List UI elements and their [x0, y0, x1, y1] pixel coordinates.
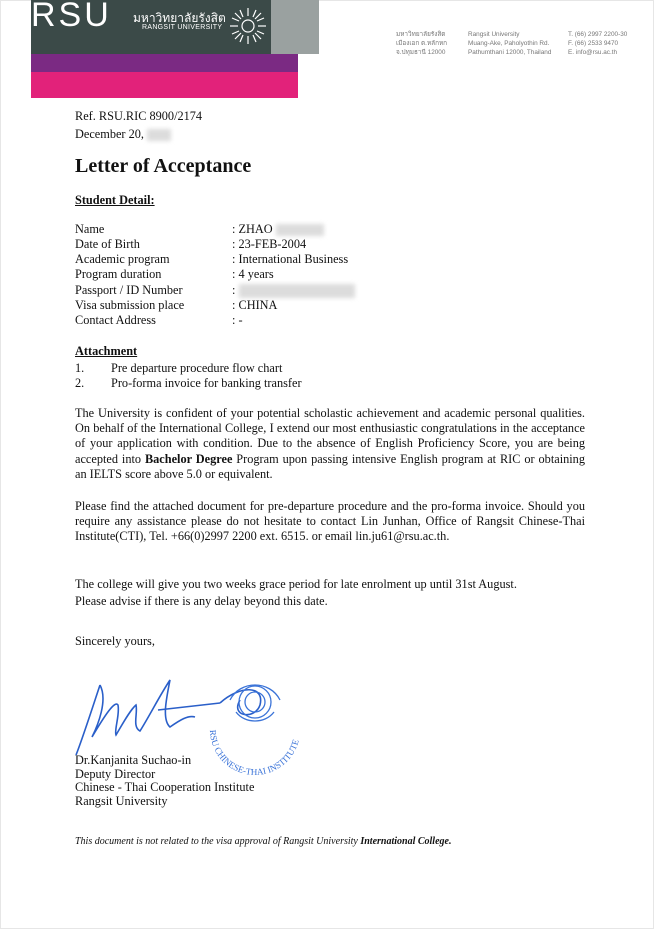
detail-value-visa-place: : CHINA — [232, 298, 278, 312]
university-sun-logo-icon — [228, 6, 268, 50]
attachment-item-2: Pro-forma invoice for banking transfer — [111, 376, 302, 390]
contact-info: T. (66) 2997 2200-30 F. (66) 2533 9470 E. info@rsu.ac.th — [568, 31, 628, 56]
redacted-name — [276, 224, 324, 236]
redacted-passport — [239, 284, 355, 298]
paragraph-grace-period-line1: The college will give you two weeks grace period for late enrolment up until 31st August. — [75, 577, 517, 591]
letter-date: December 20, — [75, 127, 171, 142]
detail-label-dob: Date of Birth — [75, 237, 140, 251]
stamp-text: RSU CHINESE-THAI INSTITUTE — [207, 729, 301, 778]
rsu-logo-text: RSU — [31, 0, 112, 34]
detail-value-passport: : — [232, 283, 355, 298]
paragraph-grace-period-line2: Please advise if there is any delay beyond this date. — [75, 594, 328, 608]
signatory-university: Rangsit University — [75, 794, 168, 808]
signatory-institute: Chinese - Thai Cooperation Institute — [75, 780, 255, 794]
svg-text:RSU CHINESE-THAI INSTITUTE — [208, 729, 301, 777]
attachment-heading: Attachment — [75, 344, 138, 358]
attachment-num-2: 2. — [75, 376, 85, 390]
detail-value-dob: : 23-FEB-2004 — [232, 237, 307, 251]
university-english-name: RANGSIT UNIVERSITY — [142, 24, 223, 31]
header-banner-pink — [31, 72, 298, 98]
address-thai: มหาวิทยาลัยรังสิต เมืองเอก ต.หลักหก จ.ปทุมธานี 12000 — [396, 31, 448, 56]
header-banner-gray — [271, 0, 319, 54]
detail-value-program: : International Business — [232, 252, 349, 266]
detail-label-passport: Passport / ID Number — [75, 283, 183, 297]
signatory-name: Dr.Kanjanita Suchao-in — [75, 753, 192, 767]
detail-label-name: Name — [75, 222, 105, 236]
detail-value-duration: : 4 years — [232, 267, 274, 281]
detail-label-program: Academic program — [75, 252, 170, 266]
address-english: Rangsit University Muang-Ake, Paholyothin Rd. Pathumthani 12000, Thailand — [468, 31, 552, 56]
closing-salutation: Sincerely yours, — [75, 634, 155, 648]
letter-title: Letter of Acceptance — [75, 155, 252, 177]
attachment-num-1: 1. — [75, 361, 85, 375]
detail-label-duration: Program duration — [75, 267, 162, 281]
paragraph-contact: Please find the attached document for pre-departure procedure and the pro-forma invoice. Should you require any assistance please do not hesitate to contact Lin Junhan, Office of Rangsit Chinese-Thai Institute(CTI), Tel. +66(0)2997 2200 ext. 6515. or email lin.ju61@rsu.ac.th. — [75, 499, 585, 544]
detail-label-visa-place: Visa submission place — [75, 298, 185, 312]
footer-disclaimer: This document is not related to the visa approval of Rangsit University International College. — [75, 836, 452, 847]
reference-number: Ref. RSU.RIC 8900/2174 — [75, 109, 203, 123]
student-detail-heading: Student Detail: — [75, 193, 155, 207]
header-banner-purple — [31, 54, 298, 72]
detail-label-address: Contact Address — [75, 313, 156, 327]
signatory-title: Deputy Director — [75, 767, 156, 781]
detail-value-name: : ZHAO — [232, 222, 324, 237]
university-thai-name: มหาวิทยาลัยรังสิต — [133, 11, 226, 25]
redacted-year — [147, 129, 171, 141]
attachment-item-1: Pre departure procedure flow chart — [111, 361, 283, 375]
institute-stamp — [200, 660, 310, 780]
detail-value-address: : - — [232, 313, 243, 327]
paragraph-acceptance: The University is confident of your potential scholastic achievement and academic personal qualities. On behalf of the International College, I extend our most enthusiastic congratulations in the acceptance of your application with condition. Due to the absence of English Proficiency Score, you are being accepted into Bachelor Degree Program upon passing intensive English program at RIC or obtaining an IELTS score above 5.0 or equivalent. — [75, 406, 585, 481]
